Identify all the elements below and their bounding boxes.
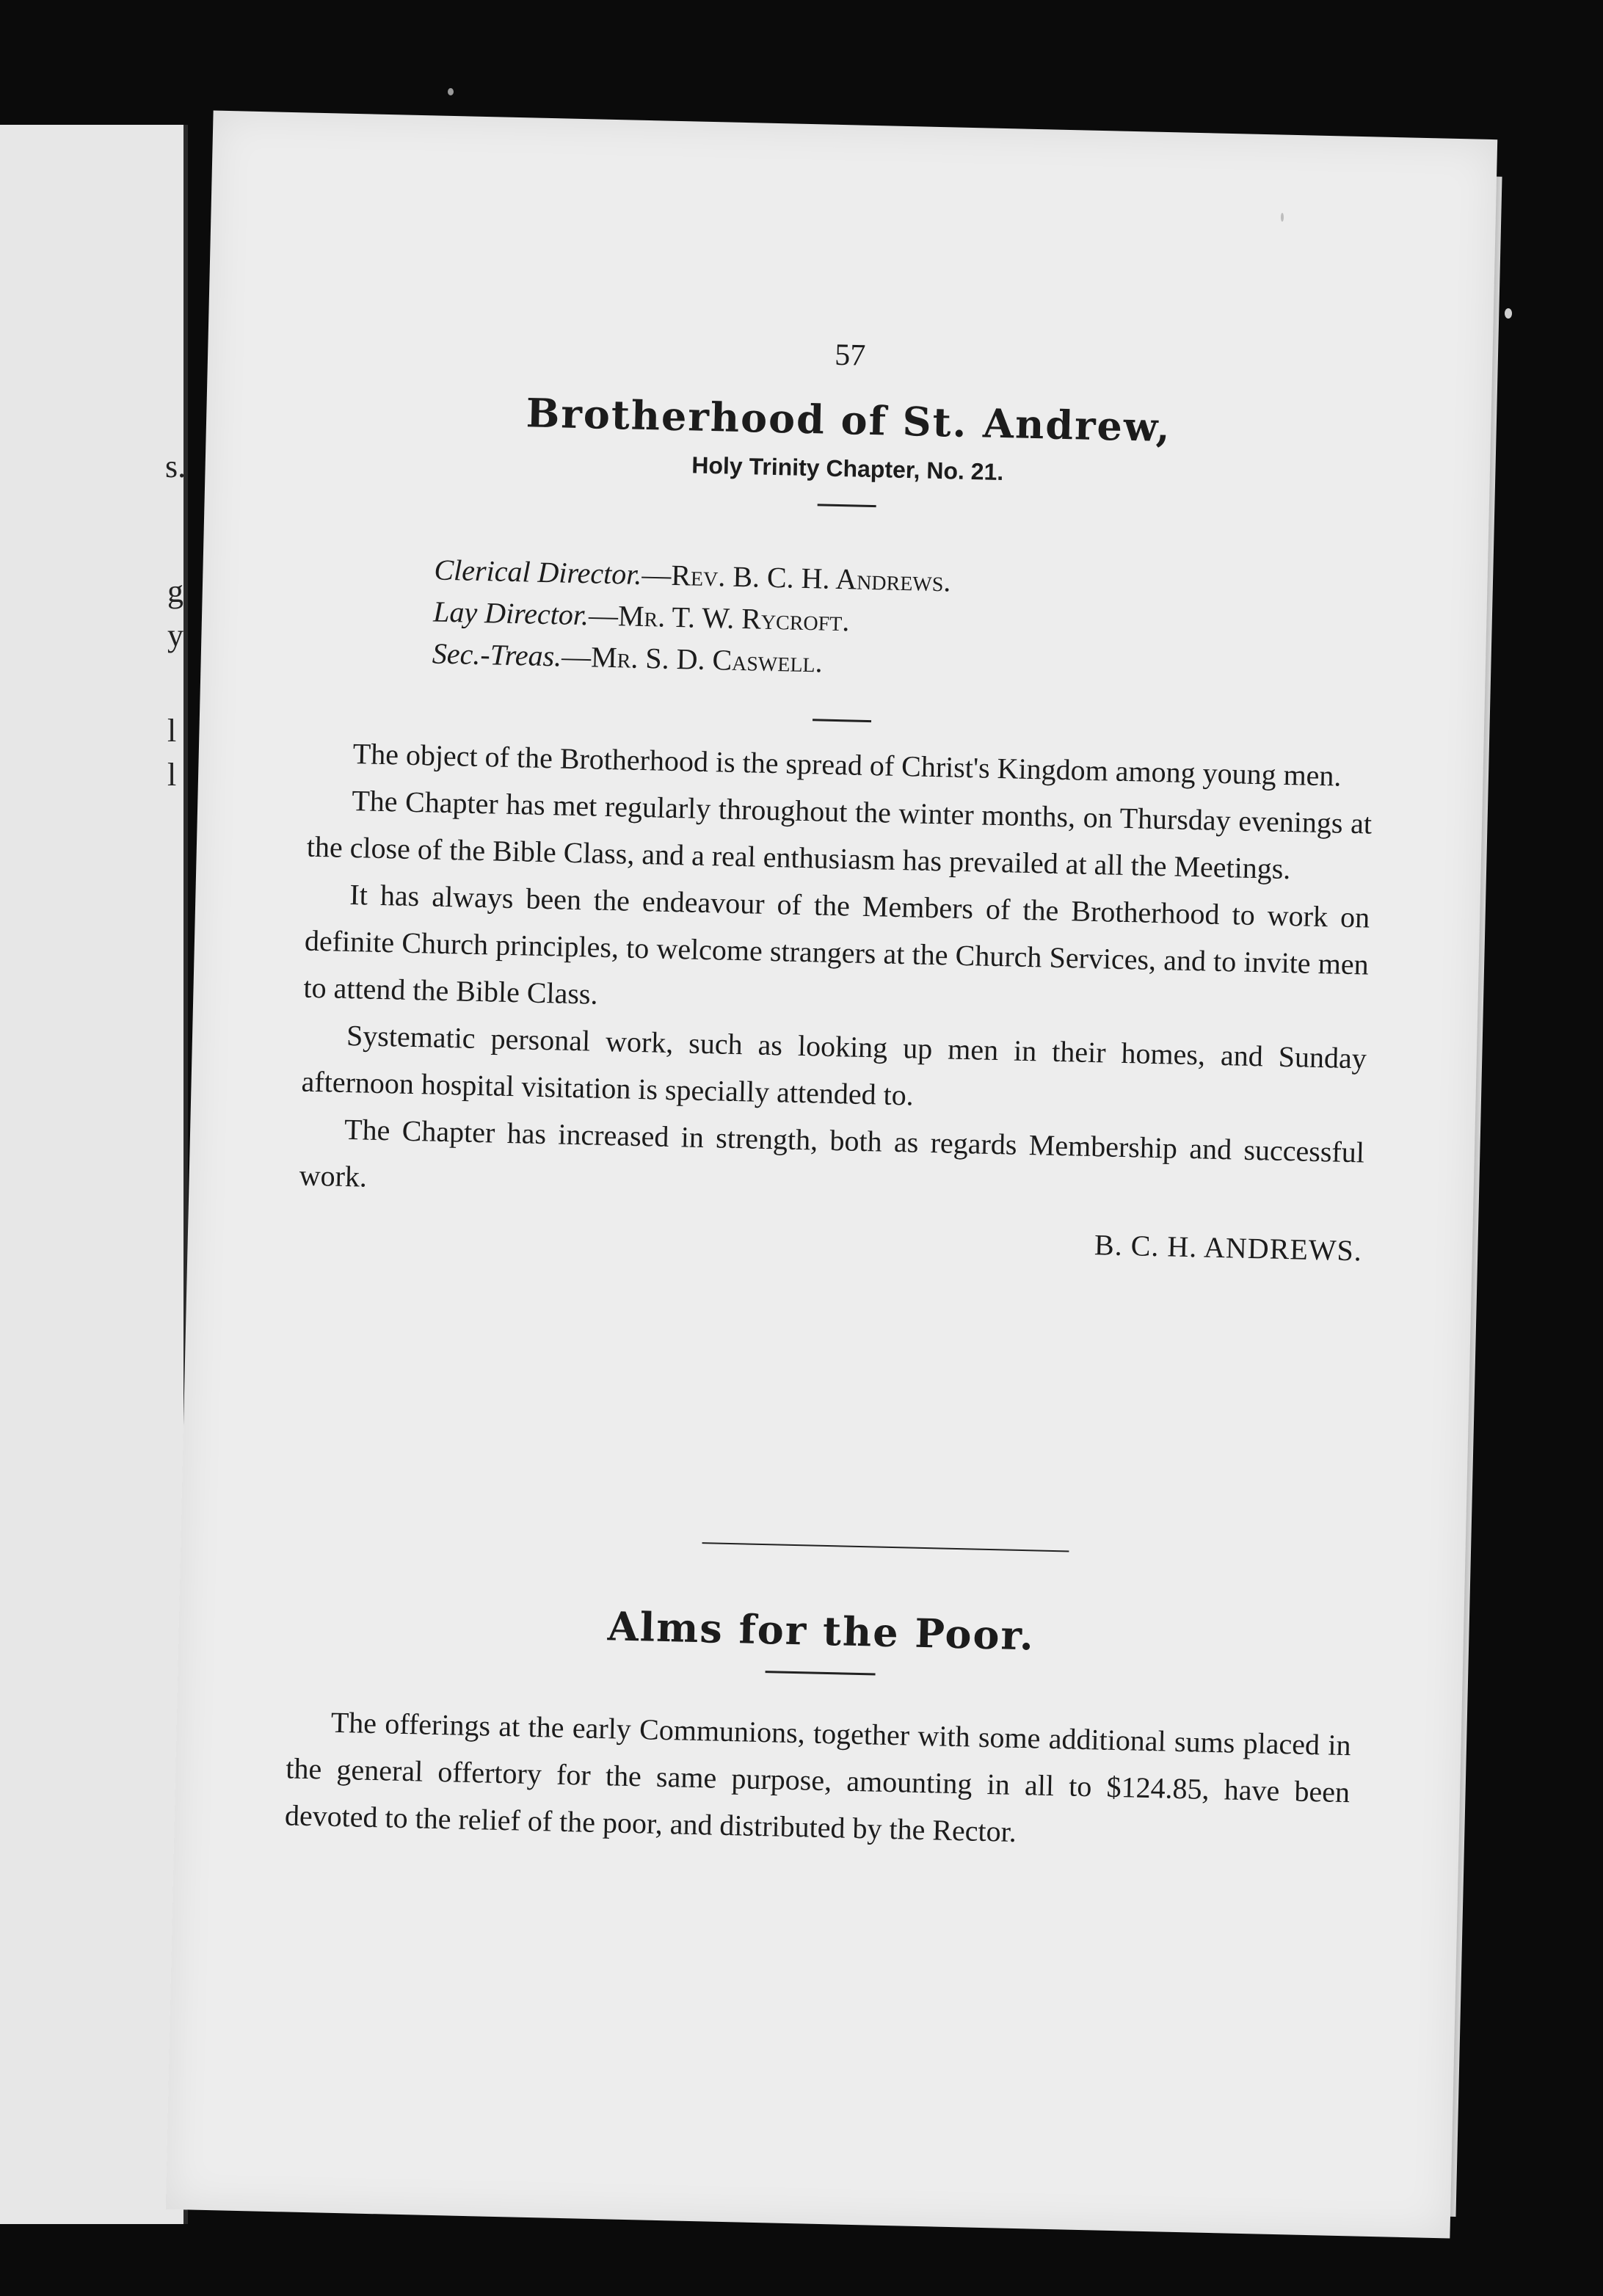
signature: B. C. H. ANDREWS. (1094, 1228, 1363, 1268)
divider (813, 719, 871, 722)
section-brotherhood-header (315, 385, 1381, 519)
paragraph: Systematic personal work, such as looking up men in their homes, and Sunday afternoon hospital visitation is specially attended to. (301, 1018, 1367, 1112)
left-page-fragment: s. (165, 448, 186, 484)
left-page (0, 125, 188, 2224)
paragraph: The Chapter has increased in strength, both as regards Membership and successful work. (299, 1112, 1365, 1194)
left-page-fragment: y (167, 617, 183, 653)
officer-line: Lay Director.—Mr. T. W. Rycroft. (432, 595, 850, 638)
officer-role: Lay Director. (432, 595, 589, 632)
divider (818, 504, 876, 507)
section-title: Brotherhood of St. Andrew, (526, 389, 1172, 451)
officer-role: Clerical Director. (434, 553, 642, 591)
divider (766, 1671, 876, 1675)
officer-name: Mr. S. D. Caswell. (590, 640, 824, 679)
left-page-fragment: l (167, 713, 177, 749)
dust-speck (448, 88, 454, 95)
officer-line: Sec.-Treas.—Mr. S. D. Caswell. (432, 636, 824, 679)
dust-speck (1281, 213, 1284, 222)
right-page (166, 111, 1497, 2239)
officer-name: Rev. B. C. H. Andrews. (670, 558, 951, 598)
dust-speck (1505, 308, 1512, 319)
officers-list (432, 549, 951, 686)
page-content (284, 113, 1388, 1848)
section-title: Alms for the Poor. (607, 1602, 1036, 1660)
officer-name: Mr. T. W. Rycroft. (617, 599, 850, 638)
paragraph: It has always been the endeavour of the Members of the Brotherhood to work on definite Church principles, to welcome strangers at the Church Services, and to invite men to attend the Bible Class. (303, 878, 1370, 1011)
section-alms-header (288, 1595, 1354, 1686)
paragraph: The Chapter has met regularly throughout the winter months, on Thursday evenings at the close of the Bible Class, and a real enthusiasm has prevailed at all the Meetings. (306, 784, 1373, 886)
page-number: 57 (834, 338, 866, 373)
left-page-fragment: g (167, 573, 183, 609)
paragraph: The object of the Brotherhood is the spread of Christ's Kingdom among young men. (352, 737, 1342, 793)
brotherhood-body (297, 730, 1373, 1275)
left-page-fragment: l (167, 757, 177, 793)
paragraph: The offerings at the early Communions, together with some additional sums placed in the general offertory for the same purpose, amounting in all to $124.85, have been devoted to the relief of the poor, and distributed by the Rector. (284, 1705, 1352, 1848)
section-subtitle: Holy Trinity Chapter, No. 21. (691, 451, 1004, 486)
officer-role: Sec.-Treas. (432, 636, 562, 673)
officer-line: Clerical Director.—Rev. B. C. H. Andrews. (434, 553, 951, 598)
section-separator (702, 1542, 1069, 1552)
alms-body (284, 1698, 1351, 1863)
